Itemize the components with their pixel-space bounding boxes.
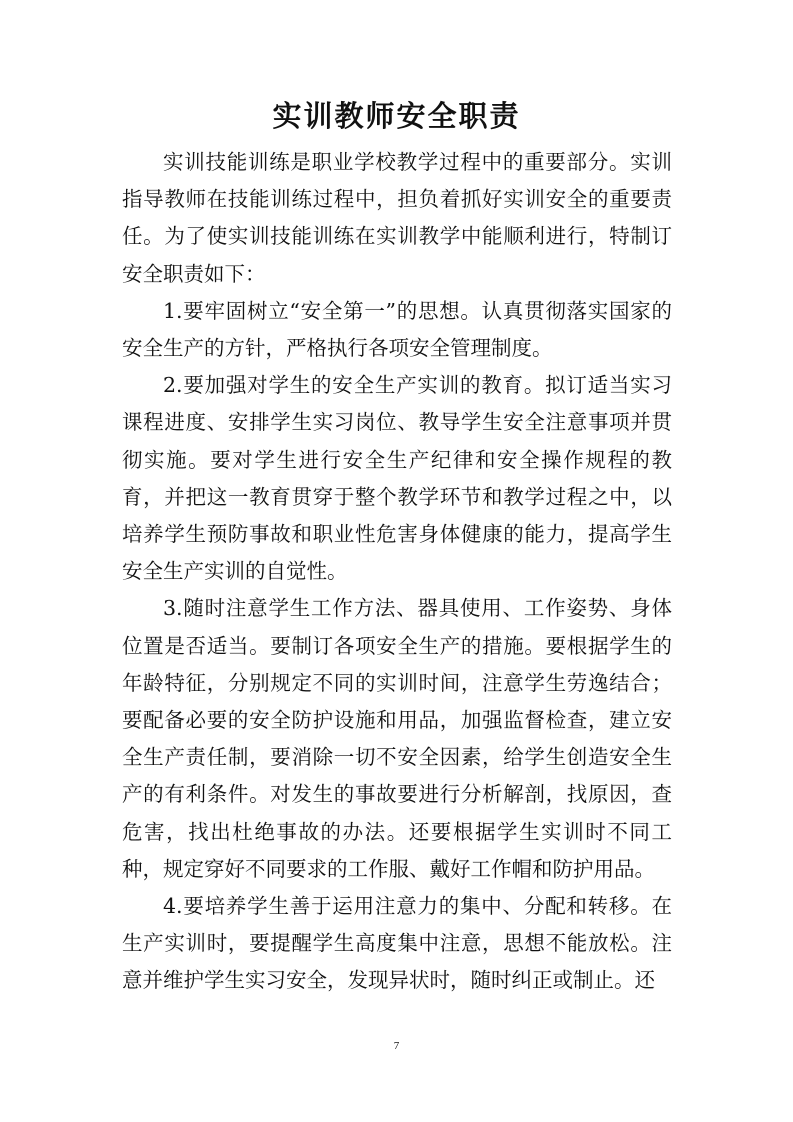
paragraph-item-1: 1.要牢固树立“安全第一”的思想。认真贯彻落实国家的安全生产的方针，严格执行各项安全管理制度。 [122,298,672,361]
paragraph-item-3: 3.随时注意学生工作方法、器具使用、工作姿势、身体位置是否适当。要制订各项安全生产的措施。要根据学生的年龄特征，分别规定不同的实训时间，注意学生劳逸结合；要配备必要的安全防护设施和用品，加强监督检查，建立安全生产责任制，要消除一切不安全因素，给学生创造安全生产的有利条件。对发生的事故要进行分析解剖，找原因，查危害，找出杜绝事故的办法。还要根据学生实训时不同工种，规定穿好不同要求的工作服、戴好工作帽和防护用品。 [122,596,672,881]
document-title: 实训教师安全职责 [272,99,521,133]
document-body [122,144,672,1000]
paragraph-item-2: 2.要加强对学生的安全生产实训的教育。拟订适当实习课程进度、安排学生实习岗位、教导学生安全注意事项并贯彻实施。要对学生进行安全生产纪律和安全操作规程的教育，并把这一教育贯穿于整个教学环节和教学过程之中，以培养学生预防事故和职业性危害身体健康的能力，提高学生安全生产实训的自觉性。 [122,373,672,584]
page-number: 7 [393,1040,400,1052]
paragraph-item-4: 4.要培养学生善于运用注意力的集中、分配和转移。在生产实训时，要提醒学生高度集中注意，思想不能放松。注意并维护学生实习安全，发现异状时，随时纠正或制止。还 [122,894,672,993]
paragraph-intro: 实训技能训练是职业学校教学过程中的重要部分。实训指导教师在技能训练过程中，担负着抓好实训安全的重要责任。为了使实训技能训练在实训教学中能顺利进行，特制订安全职责如下： [122,150,672,286]
